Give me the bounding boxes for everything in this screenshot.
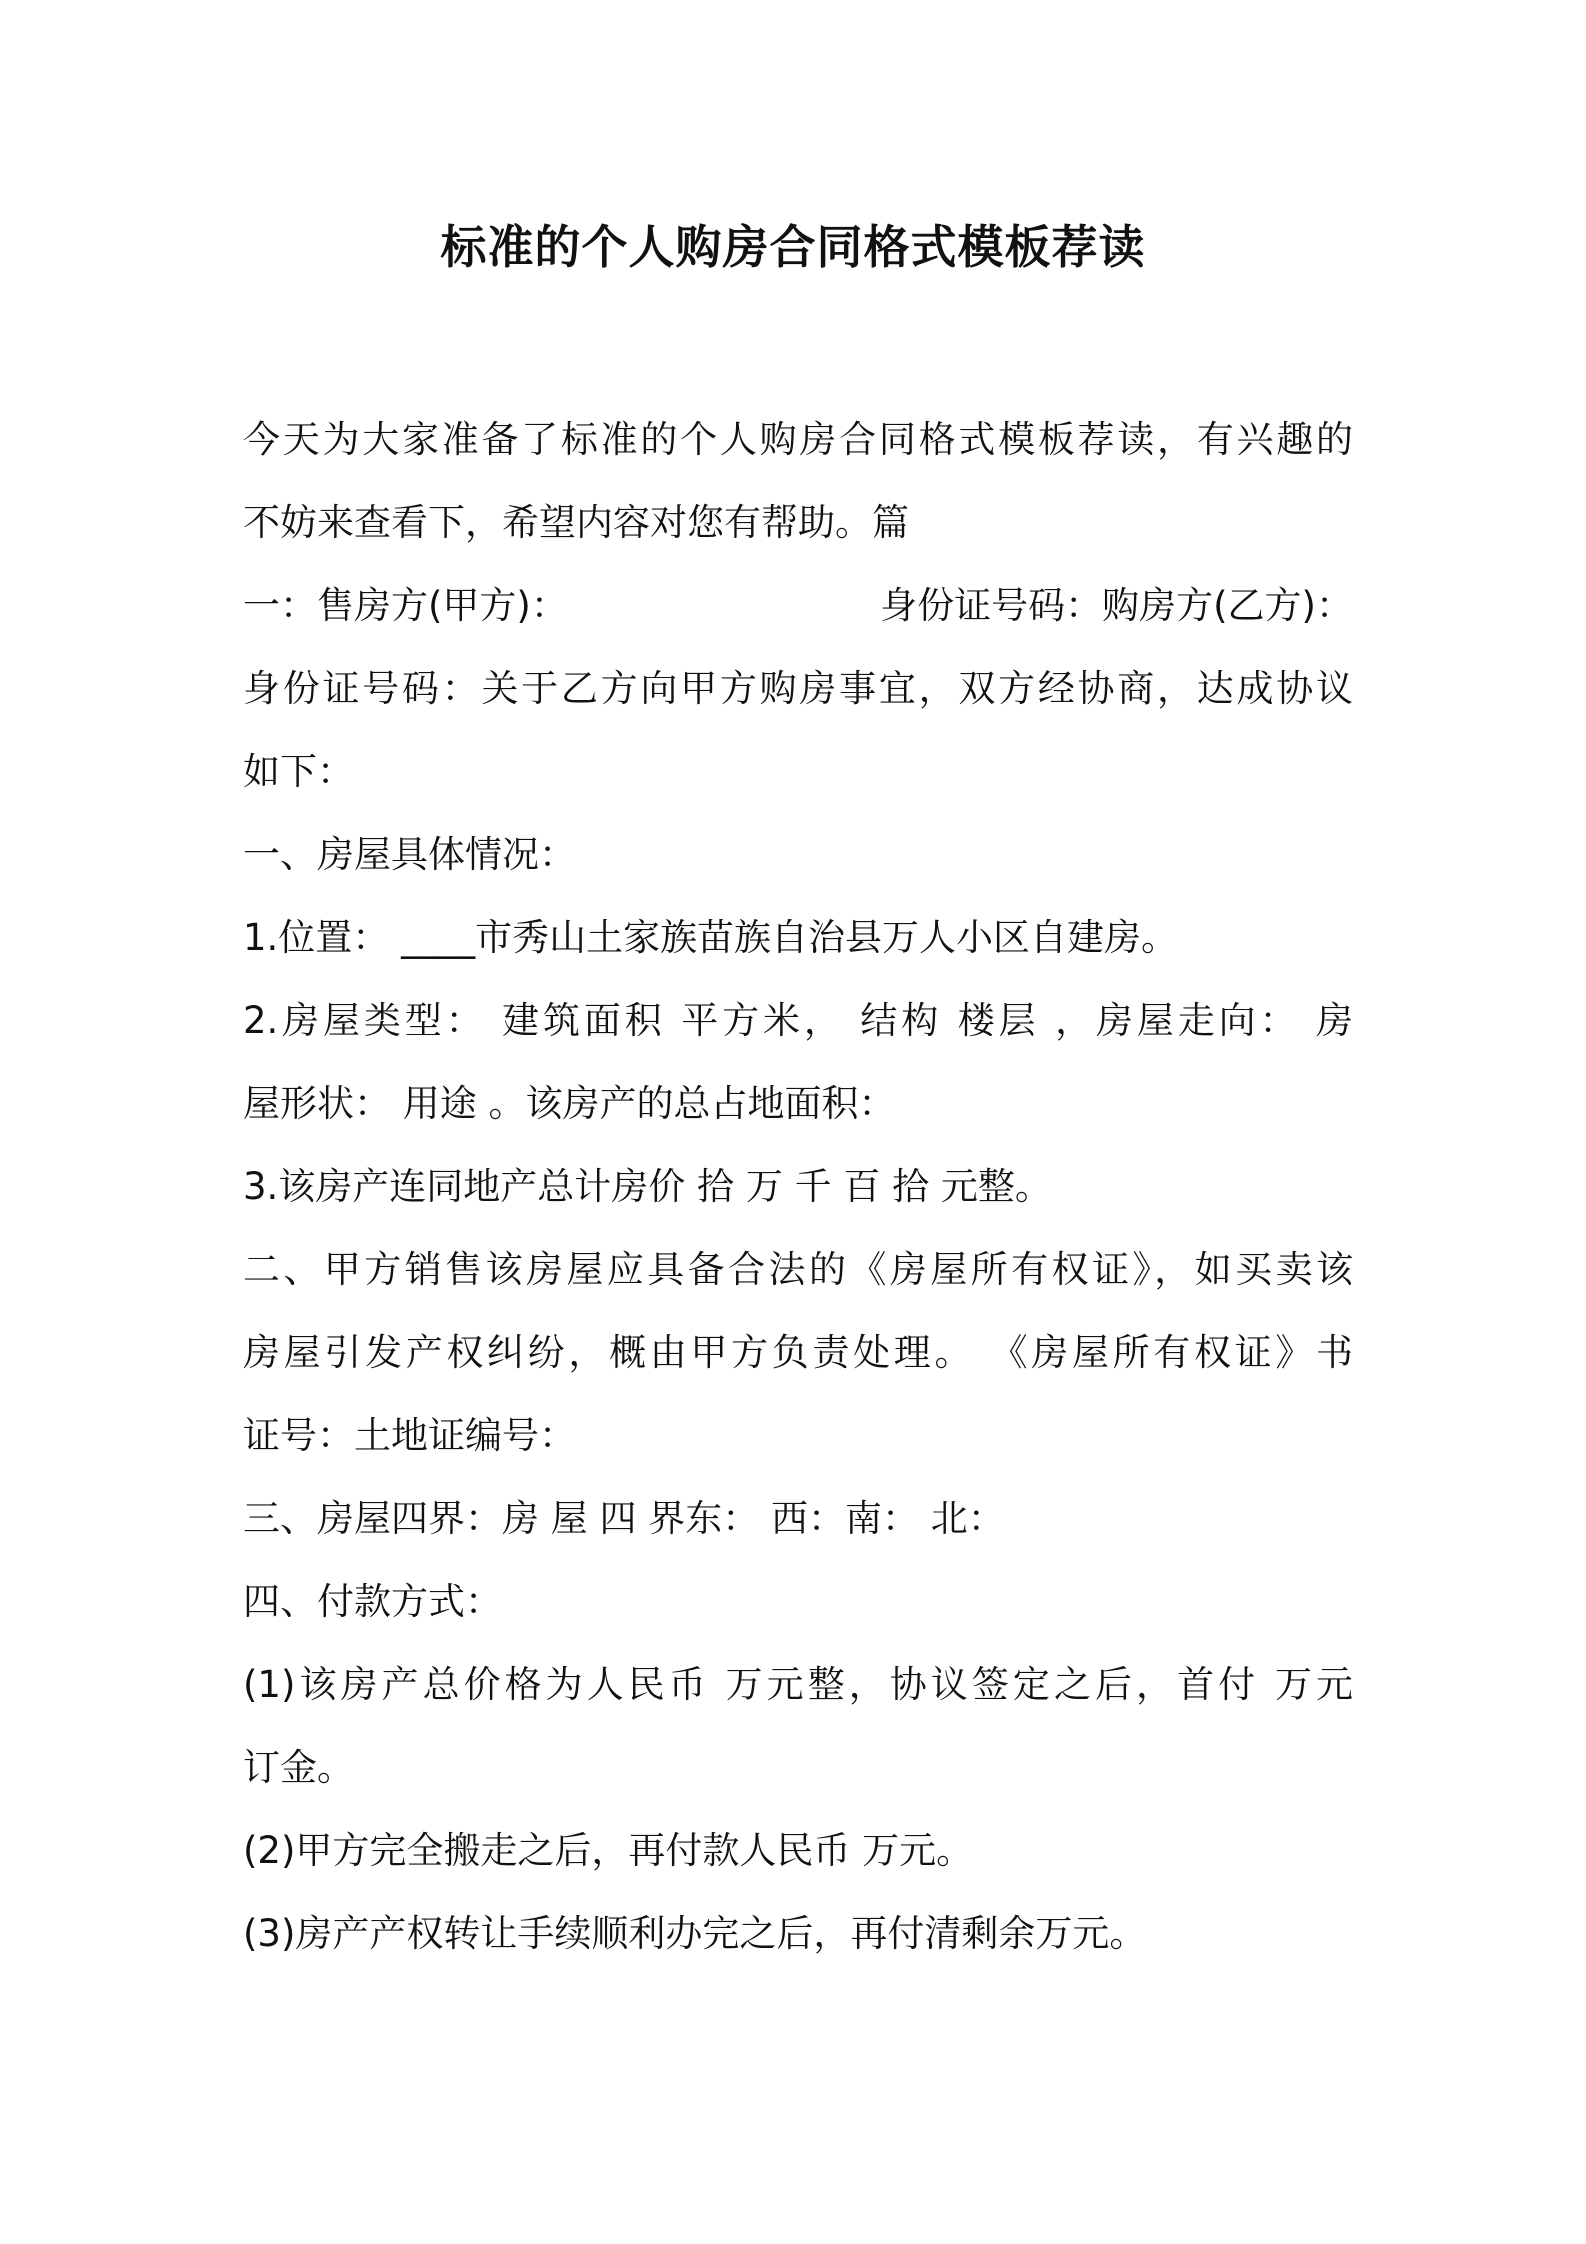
paragraph-line: 屋形状： 用途 。该房产的总占地面积： <box>243 1082 896 1125</box>
document-title: 标准的个人购房合同格式模板荐读 <box>440 220 1146 274</box>
paragraph-line: (3)房产产权转让手续顺利办完之后，再付清剩余万元。 <box>243 1912 1147 1955</box>
paragraph-line: 二、甲方销售该房屋应具备合法的《房屋所有权证》，如买卖该 <box>243 1248 1353 1291</box>
paragraph-line: 如下： <box>243 750 354 793</box>
paragraph-line: 证号：土地证编号： <box>243 1414 576 1457</box>
paragraph-line: 三、房屋四界：房 屋 四 界东： 西：南： 北： <box>243 1497 1005 1540</box>
paragraph-line: (1)该房产总价格为人民币 万元整，协议签定之后，首付 万元 <box>243 1663 1353 1706</box>
seller-label: 一：售房方(甲方)： <box>243 584 568 627</box>
paragraph-line: 房屋引发产权纠纷，概由甲方负责处理。 《房屋所有权证》书 <box>243 1331 1353 1374</box>
paragraph-line: 2.房屋类型： 建筑面积 平方米， 结构 楼层 ，房屋走向： 房 <box>243 999 1353 1042</box>
paragraph-line: (2)甲方完全搬走之后，再付款人民币 万元。 <box>243 1829 974 1872</box>
paragraph-line: 1.位置： ____市秀山土家族苗族自治县万人小区自建房。 <box>243 916 1179 959</box>
paragraph-line: 3.该房产连同地产总计房价 拾 万 千 百 拾 元整。 <box>243 1165 1052 1208</box>
paragraph-line: 身份证号码：关于乙方向甲方购房事宜，双方经协商，达成协议 <box>243 667 1353 710</box>
id-buyer-label: 身份证号码：购房方(乙方)： <box>880 584 1353 627</box>
paragraph-line: 订金。 <box>243 1746 354 1789</box>
section-heading: 四、付款方式： <box>243 1580 502 1623</box>
section-heading: 一、房屋具体情况： <box>243 833 576 876</box>
paragraph-line: 不妨来查看下，希望内容对您有帮助。篇 <box>243 501 909 544</box>
party-line <box>243 576 1353 636</box>
paragraph-line: 今天为大家准备了标准的个人购房合同格式模板荐读，有兴趣的 <box>243 418 1353 461</box>
